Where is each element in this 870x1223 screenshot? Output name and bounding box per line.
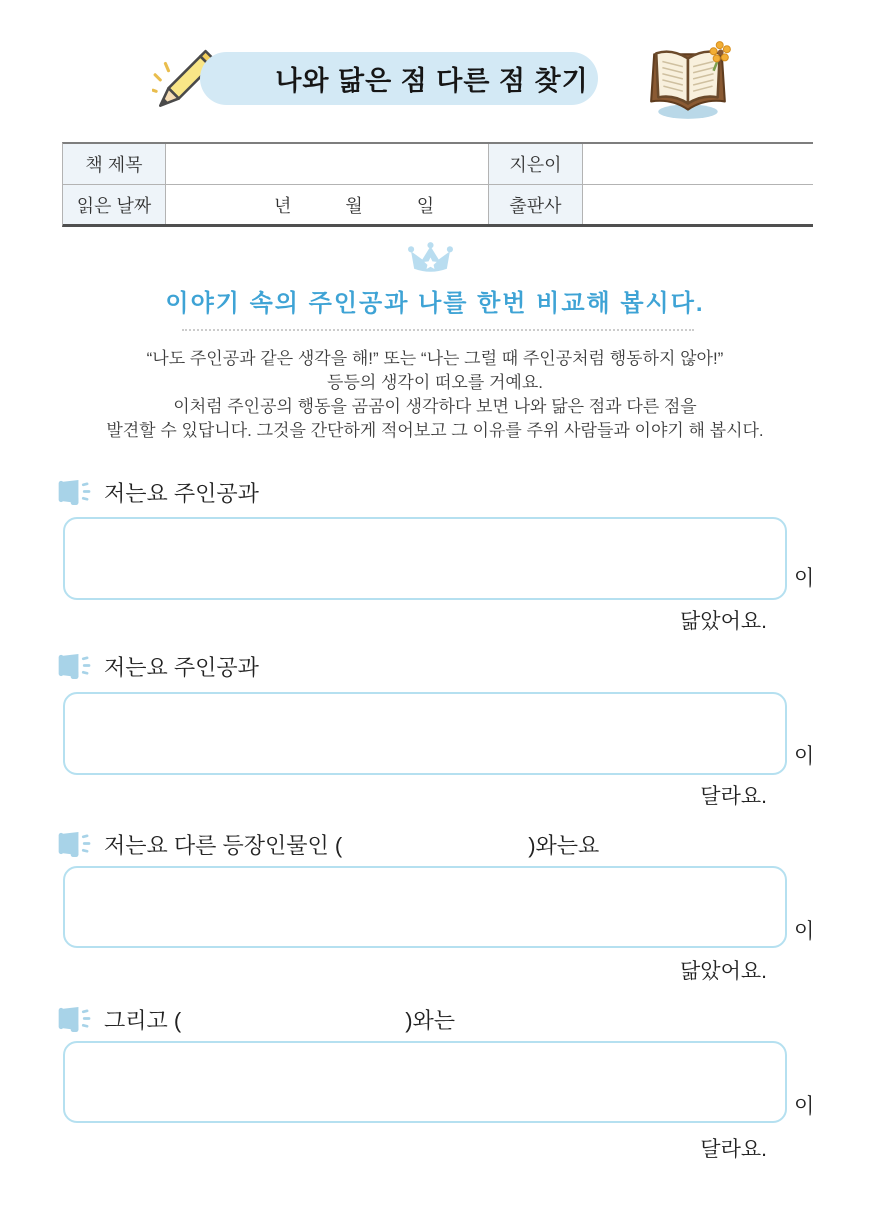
prompt-text: 저는요 주인공과 xyxy=(104,655,259,680)
character-name-blank[interactable] xyxy=(351,844,519,846)
particle-text: 이 xyxy=(794,567,815,590)
prompt-text-after: )와는요 xyxy=(528,833,600,858)
dotted-divider xyxy=(182,329,694,331)
prompt-text: 저는요 주인공과 xyxy=(104,481,259,506)
open-book-icon xyxy=(641,40,737,126)
prompt-text-after: )와는 xyxy=(405,1008,456,1033)
day-unit-label: 일 xyxy=(416,195,435,216)
ending-text: 닮았어요. xyxy=(680,960,767,983)
year-unit-label: 년 xyxy=(274,195,292,216)
table-row xyxy=(63,184,813,224)
particle-text: 이 xyxy=(794,920,815,943)
megaphone-icon xyxy=(58,653,95,680)
title-banner xyxy=(200,52,598,105)
crown-icon xyxy=(407,241,454,276)
paragraph-line: “나도 주인공과 같은 생각을 해!” 또는 “나는 그럴 때 주인공처럼 행동하지 않아!” xyxy=(146,349,724,368)
section-prompt xyxy=(58,1004,455,1035)
author-label: 지은이 xyxy=(489,144,583,184)
ending-text: 달라요. xyxy=(700,1138,767,1161)
answer-box[interactable] xyxy=(63,1041,787,1123)
read-date-field[interactable] xyxy=(166,185,489,224)
book-title-label: 책 제목 xyxy=(63,144,166,184)
intro-paragraph xyxy=(0,347,870,443)
prompt-text: 저는요 다른 등장인물인 ( xyxy=(104,833,343,858)
ending-text: 닮았어요. xyxy=(680,610,767,633)
megaphone-icon xyxy=(58,831,95,858)
month-unit-label: 월 xyxy=(345,195,363,216)
megaphone-icon xyxy=(58,1006,95,1033)
section-prompt xyxy=(58,829,599,860)
paragraph-line: 이처럼 주인공의 행동을 곰곰이 생각하다 보면 나와 닮은 점과 다른 점을 xyxy=(173,397,697,416)
ending-text: 달라요. xyxy=(700,785,767,808)
section-prompt xyxy=(58,477,277,508)
publisher-field[interactable] xyxy=(583,185,814,224)
book-info-table xyxy=(62,142,813,227)
particle-text: 이 xyxy=(794,1095,815,1118)
read-date-label: 읽은 날짜 xyxy=(63,185,166,224)
answer-box[interactable] xyxy=(63,866,787,948)
book-title-field[interactable] xyxy=(166,144,489,184)
section-prompt xyxy=(58,651,277,682)
character-name-blank[interactable] xyxy=(190,1019,396,1021)
page-title: 나와 닮은 점 다른 점 찾기 xyxy=(275,66,589,96)
prompt-text: 그리고 ( xyxy=(104,1008,182,1033)
publisher-label: 출판사 xyxy=(489,185,583,224)
answer-box[interactable] xyxy=(63,692,787,775)
table-row xyxy=(63,144,813,184)
megaphone-icon xyxy=(58,479,95,506)
answer-box[interactable] xyxy=(63,517,787,600)
particle-text: 이 xyxy=(794,745,815,768)
intro-subtitle: 이야기 속의 주인공과 나를 한번 비교해 봅시다. xyxy=(165,290,705,317)
paragraph-line: 등등의 생각이 떠오를 거예요. xyxy=(327,373,543,392)
paragraph-line: 발견할 수 있답니다. 그것을 간단하게 적어보고 그 이유를 주위 사람들과 이야기 해 봅시다. xyxy=(106,421,764,440)
author-field[interactable] xyxy=(583,144,814,184)
